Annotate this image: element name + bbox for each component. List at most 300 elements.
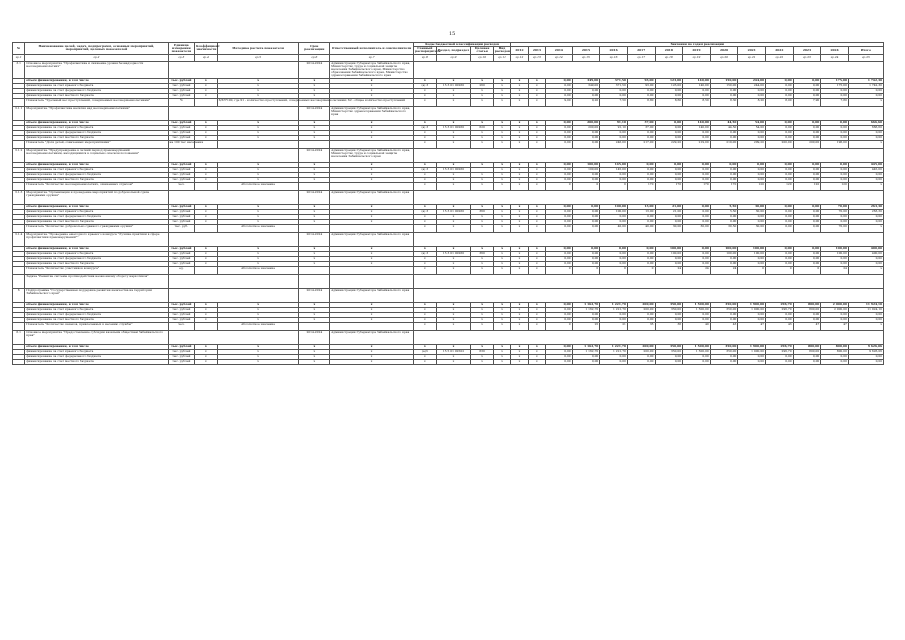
code-cell: x xyxy=(299,307,330,312)
code-cell: x xyxy=(511,344,528,349)
value-cell: 0,00 xyxy=(572,140,600,148)
row-number-cell: 3.1.3 xyxy=(13,190,25,204)
row-title-cell: Мероприятие "Проведение ежегодного краевого конкурса "Лучшие практики в сфере профилактики правонарушений"" xyxy=(25,232,168,246)
code-cell: x xyxy=(528,182,545,190)
value-cell: 24 xyxy=(655,266,683,274)
value-cell: 13,00 xyxy=(627,209,655,214)
value-cell: 200,00 xyxy=(793,140,821,148)
code-cell: x xyxy=(195,219,218,224)
unit-cell: тыс. рублей xyxy=(168,246,195,251)
code-cell: x xyxy=(330,177,414,182)
row-title-cell: Задача "Развитие системы противодействия незаконному обороту наркотиков" xyxy=(25,274,168,288)
value-cell: 0,00 xyxy=(600,354,628,359)
value-cell: 0,00 xyxy=(821,256,849,261)
code-cell: x xyxy=(511,246,528,251)
value-cell: 0,00 xyxy=(600,256,628,261)
value-cell: 0,00 xyxy=(683,88,711,93)
row-title-cell: объем финансирования, в том числе xyxy=(25,344,168,349)
value-cell: 0,00 xyxy=(793,204,821,209)
code-cell: x xyxy=(436,317,471,322)
code-cell: x xyxy=(511,78,528,83)
code-cell: x xyxy=(414,88,437,93)
value-cell: 0,00 xyxy=(766,214,794,219)
value-cell: 100,00 xyxy=(738,246,766,251)
value-cell: 0 xyxy=(572,266,600,274)
value-cell: 296,70 xyxy=(766,349,794,354)
code-cell: x xyxy=(299,317,330,322)
row-number-cell: 3.1 xyxy=(13,61,25,78)
row-number-cell xyxy=(13,322,25,330)
column-number-cell: гр.22 xyxy=(766,54,794,61)
code-cell: (а) 3 xyxy=(414,167,437,172)
header-year-cell: 2020 xyxy=(710,47,738,54)
unit-cell: тыс. руб. xyxy=(168,224,195,232)
code-cell: x xyxy=(299,167,330,172)
code-cell: x xyxy=(528,219,545,224)
value-cell: 0,00 xyxy=(821,177,849,182)
value-cell: 0 xyxy=(546,322,573,330)
table-row xyxy=(13,266,884,274)
value-cell: 123,00 xyxy=(655,83,683,88)
code-cell: x xyxy=(330,130,414,135)
code-cell: x xyxy=(436,219,471,224)
header-year-cell: 2018 xyxy=(655,47,683,54)
value-cell: 0,00 xyxy=(738,162,766,167)
code-cell: x xyxy=(299,93,330,98)
code-cell: x xyxy=(195,78,218,83)
code-cell: x xyxy=(195,256,218,261)
code-cell xyxy=(195,98,218,106)
code-cell: x xyxy=(414,182,437,190)
value-cell: 0,00 xyxy=(793,88,821,93)
code-cell: Абсолютное значение xyxy=(217,322,299,330)
value-cell: 0,00 xyxy=(546,349,573,354)
value-cell: 145,00 xyxy=(600,167,628,172)
code-cell: x xyxy=(471,214,494,219)
header-cell: Наименование целей, задач, подпрограмм, основных мероприятий, мероприятий, целевых показателей xyxy=(25,43,168,55)
period-cell: 2014-2024 xyxy=(299,232,330,246)
code-cell: x xyxy=(493,83,510,88)
code-cell: x xyxy=(511,209,528,214)
value-cell: 0,00 xyxy=(655,354,683,359)
value-cell: 170 xyxy=(627,182,655,190)
row-title-cell: финансирование за счет краевого бюджета xyxy=(25,83,168,88)
code-cell: x xyxy=(299,219,330,224)
value-cell: 800,00 xyxy=(793,307,821,312)
code-cell: x xyxy=(414,312,437,317)
value-cell: 0,00 xyxy=(683,359,711,364)
header-cell: Единица измерения показателя xyxy=(168,43,195,55)
value-cell: 0,00 xyxy=(600,214,628,219)
unit-cell: ед. xyxy=(168,266,195,274)
blank-cell xyxy=(414,61,884,78)
value-cell: 1 162,70 xyxy=(572,349,600,354)
code-cell xyxy=(299,322,330,330)
code-cell: x xyxy=(528,224,545,232)
value-cell: 0,00 xyxy=(710,317,738,322)
value-cell: 0,00 xyxy=(793,354,821,359)
value-cell: 0,00 xyxy=(848,219,883,224)
code-cell: x xyxy=(299,204,330,209)
code-cell: 620 xyxy=(471,125,494,130)
code-cell: x xyxy=(330,219,414,224)
code-cell: x xyxy=(511,130,528,135)
period-cell xyxy=(299,274,330,288)
header-year-cell: 2017 xyxy=(627,47,655,54)
value-cell: 0,00 xyxy=(793,224,821,232)
code-cell: x xyxy=(217,256,299,261)
value-cell: 0,00 xyxy=(655,219,683,224)
value-cell: 0,00 xyxy=(683,219,711,224)
unit-cell: на 100 тыс населения xyxy=(168,140,195,148)
value-cell: 0,00 xyxy=(766,93,794,98)
value-cell: 0,00 xyxy=(546,93,573,98)
row-title-cell: финансирование за счет федерального бюджета xyxy=(25,214,168,219)
value-cell: 0,00 xyxy=(710,354,738,359)
code-cell: x xyxy=(414,359,437,364)
value-cell: 140,00 xyxy=(683,120,711,125)
code-cell: x xyxy=(195,167,218,172)
blank-cell xyxy=(168,61,299,78)
value-cell: 0,00 xyxy=(710,219,738,224)
value-cell: 0,00 xyxy=(655,162,683,167)
value-cell: 1 500,00 xyxy=(683,302,711,307)
value-cell: 0,00 xyxy=(710,93,738,98)
value-cell: 1 500,00 xyxy=(683,349,711,354)
code-cell xyxy=(195,224,218,232)
header-year-cell: 2015 xyxy=(572,47,600,54)
code-cell: x xyxy=(217,130,299,135)
value-cell: 100,00 xyxy=(738,251,766,256)
value-cell: 91,10 xyxy=(600,125,628,130)
code-cell: x xyxy=(511,224,528,232)
value-cell: 0,00 xyxy=(655,120,683,125)
row-number-cell: 3.1.4 xyxy=(13,232,25,246)
value-cell: 0,00 xyxy=(821,125,849,130)
row-title-cell: объем финансирования, в том числе xyxy=(25,162,168,167)
code-cell: 15 3 01 00260 xyxy=(436,167,471,172)
value-cell: 0,00 xyxy=(766,224,794,232)
value-cell: 0,00 xyxy=(766,120,794,125)
code-cell: x xyxy=(299,209,330,214)
value-cell: 0,00 xyxy=(766,219,794,224)
code-cell: x xyxy=(330,125,414,130)
unit-cell: тыс. рублей xyxy=(168,344,195,349)
code-cell: x xyxy=(493,98,510,106)
code-cell: x xyxy=(528,344,545,349)
code-cell: x xyxy=(493,204,510,209)
value-cell: x xyxy=(848,224,883,232)
code-cell: x xyxy=(511,120,528,125)
value-cell: 0,00 xyxy=(738,135,766,140)
value-cell: 0,00 xyxy=(821,172,849,177)
code-cell: x xyxy=(511,182,528,190)
row-title-cell: финансирование за счет федерального бюджета xyxy=(25,172,168,177)
value-cell: 0,00 xyxy=(627,93,655,98)
row-title-cell: Мероприятие "Предупреждение в летний период правонарушений несовершеннолетними, находящимися в социально опасном положении" xyxy=(25,148,168,162)
code-cell: x xyxy=(414,317,437,322)
unit-cell: тыс. рублей xyxy=(168,177,195,182)
code-cell: 15 3 01 00260 xyxy=(436,83,471,88)
value-cell: 800,00 xyxy=(793,344,821,349)
code-cell: x xyxy=(436,182,471,190)
column-number-cell: гр.9 xyxy=(436,54,471,61)
value-cell: 0,00 xyxy=(821,261,849,266)
code-cell: x xyxy=(195,130,218,135)
code-cell: x xyxy=(414,162,437,167)
code-cell: x xyxy=(330,204,414,209)
value-cell: 0,00 xyxy=(546,261,573,266)
code-cell: x xyxy=(493,214,510,219)
code-cell: x xyxy=(493,140,510,148)
value-cell: 0,00 xyxy=(600,135,628,140)
value-cell: 0,00 xyxy=(766,256,794,261)
code-cell: x xyxy=(493,130,510,135)
value-cell: 0,00 xyxy=(766,261,794,266)
value-cell: 371,50 xyxy=(600,83,628,88)
code-cell: x xyxy=(528,93,545,98)
period-cell: 2014-2024 xyxy=(299,148,330,162)
code-cell: x xyxy=(493,266,510,274)
value-cell: 2 000,00 xyxy=(821,307,849,312)
period-cell: 2014-2024 xyxy=(299,330,330,344)
value-cell: 0,00 xyxy=(546,120,573,125)
value-cell: 0,00 xyxy=(848,177,883,182)
code-cell: x xyxy=(528,167,545,172)
code-cell: x xyxy=(436,204,471,209)
unit-cell: тыс. рублей xyxy=(168,88,195,93)
value-cell: 0,00 xyxy=(655,312,683,317)
code-cell: x xyxy=(217,312,299,317)
value-cell: 0,00 xyxy=(600,88,628,93)
code-cell: x xyxy=(493,167,510,172)
value-cell: 0,00 xyxy=(710,167,738,172)
code-cell: x xyxy=(471,135,494,140)
value-cell: 0,00 xyxy=(766,177,794,182)
value-cell: 0,00 xyxy=(766,312,794,317)
value-cell: 175,00 xyxy=(821,83,849,88)
value-cell: 0,00 xyxy=(683,261,711,266)
column-number-cell: гр.1 xyxy=(13,54,25,61)
code-cell xyxy=(299,266,330,274)
value-cell: 0,00 xyxy=(793,172,821,177)
unit-cell: чел. xyxy=(168,322,195,330)
code-cell: 630 xyxy=(471,349,494,354)
code-cell: x xyxy=(528,266,545,274)
code-cell: x xyxy=(299,302,330,307)
value-cell: 0,00 xyxy=(766,251,794,256)
code-cell: x xyxy=(528,172,545,177)
column-number-cell: гр.17 xyxy=(627,54,655,61)
code-cell: x xyxy=(471,302,494,307)
value-cell: 0,00 xyxy=(655,172,683,177)
value-cell: 0,00 xyxy=(546,317,573,322)
row-title-cell: объем финансирования, в том числе xyxy=(25,78,168,83)
row-title-cell: Показатель "Количество несовершеннолетних, охваченных отдыхом" xyxy=(25,182,168,190)
value-cell: 1 900,00 xyxy=(738,344,766,349)
value-cell: 0,00 xyxy=(793,256,821,261)
value-cell: 0,00 xyxy=(572,172,600,177)
row-title-cell: Показатель "Количество добровольно сданного гражданами оружия" xyxy=(25,224,168,232)
value-cell: 0,00 xyxy=(738,88,766,93)
code-cell xyxy=(299,224,330,232)
code-cell: x xyxy=(195,125,218,130)
code-cell: x xyxy=(528,349,545,354)
value-cell: 0,00 xyxy=(627,130,655,135)
header-code-cell: Главный распорядитель xyxy=(415,46,441,54)
value-cell: 100,00 xyxy=(821,246,849,251)
code-cell: x xyxy=(217,177,299,182)
code-cell: x xyxy=(471,256,494,261)
code-cell: (а) 3 xyxy=(414,209,437,214)
value-cell: 0,00 xyxy=(572,88,600,93)
value-cell: 0,00 xyxy=(766,204,794,209)
code-cell: x xyxy=(528,307,545,312)
value-cell: 0,00 xyxy=(600,261,628,266)
value-cell: 0,00 xyxy=(683,312,711,317)
value-cell: 400,00 xyxy=(848,246,883,251)
code-cell: x xyxy=(195,162,218,167)
value-cell: 0,00 xyxy=(600,317,628,322)
row-title-cell: Подпрограмма "Государственная поддержка развития казачества на территории Забайкальского края" xyxy=(25,288,168,302)
value-cell: 0,00 xyxy=(546,312,573,317)
code-cell xyxy=(330,182,414,190)
code-cell: x xyxy=(493,256,510,261)
code-cell: x xyxy=(195,261,218,266)
code-cell: x xyxy=(471,322,494,330)
row-title-cell: Мероприятие "Профилактика насилия над несовершеннолетними" xyxy=(25,106,168,120)
value-cell: 30,00 xyxy=(738,224,766,232)
value-cell: 120 xyxy=(766,182,794,190)
value-cell: 40,00 xyxy=(600,224,628,232)
header-year-cell: 2024 xyxy=(821,47,849,54)
value-cell: 0,00 xyxy=(627,359,655,364)
code-cell: x xyxy=(471,204,494,209)
unit-cell: тыс. рублей xyxy=(168,93,195,98)
header-cell: Ответственный исполнитель и соисполнители xyxy=(330,43,414,55)
value-cell: 1 221,70 xyxy=(600,349,628,354)
header-cell: Коэффициент значимости xyxy=(195,43,218,55)
code-cell: x xyxy=(511,251,528,256)
code-cell: x xyxy=(436,135,471,140)
value-cell: 0,00 xyxy=(738,219,766,224)
code-cell: x xyxy=(528,130,545,135)
value-cell: 0,00 xyxy=(600,219,628,224)
value-cell: 21 xyxy=(600,322,628,330)
code-cell: x xyxy=(436,120,471,125)
row-number-cell xyxy=(13,140,25,148)
code-cell: x xyxy=(493,354,510,359)
code-cell: x xyxy=(471,182,494,190)
value-cell: 0,00 xyxy=(683,162,711,167)
code-cell: x xyxy=(528,256,545,261)
row-title-cell: объем финансирования, в том числе xyxy=(25,204,168,209)
code-cell: x xyxy=(493,177,510,182)
value-cell: 0,00 xyxy=(793,312,821,317)
value-cell: 0,00 xyxy=(766,317,794,322)
code-cell: x xyxy=(217,246,299,251)
period-cell: 2014-2024 xyxy=(299,106,330,120)
value-cell: 0,00 xyxy=(655,256,683,261)
header-code-cell: Целевая статья xyxy=(471,47,494,54)
code-cell: x xyxy=(493,349,510,354)
table-row xyxy=(13,288,884,302)
value-cell: 0,00 xyxy=(848,359,883,364)
value-cell: 0 xyxy=(793,266,821,274)
table-row xyxy=(13,61,884,78)
program-financing-table xyxy=(12,42,884,365)
code-cell: x xyxy=(511,322,528,330)
value-cell: x xyxy=(848,98,883,106)
blank-cell xyxy=(168,288,299,302)
column-number-cell: гр.12 xyxy=(511,54,528,61)
code-cell: x xyxy=(330,261,414,266)
value-cell: 100,00 xyxy=(600,204,628,209)
code-cell: x xyxy=(195,135,218,140)
value-cell: 200,00 xyxy=(766,140,794,148)
code-cell: x xyxy=(299,162,330,167)
value-cell: 0,00 xyxy=(848,130,883,135)
value-cell: 100,00 xyxy=(600,209,628,214)
value-cell: 0 xyxy=(600,182,628,190)
unit-cell: тыс. рублей xyxy=(168,349,195,354)
blank-cell xyxy=(168,232,299,246)
value-cell: 219,00 xyxy=(683,140,711,148)
code-cell: x xyxy=(511,261,528,266)
code-cell: x xyxy=(299,130,330,135)
code-cell: x xyxy=(471,88,494,93)
code-cell: x xyxy=(414,261,437,266)
value-cell: 0 xyxy=(546,266,573,274)
value-cell: 100,00 xyxy=(710,251,738,256)
value-cell: 0,00 xyxy=(546,162,573,167)
value-cell: 44,50 xyxy=(710,120,738,125)
value-cell: 0,00 xyxy=(683,256,711,261)
row-number-cell xyxy=(13,182,25,190)
value-cell: 0,00 xyxy=(572,219,600,224)
column-number-cell: гр.24 xyxy=(821,54,849,61)
unit-cell: тыс. рублей xyxy=(168,125,195,130)
value-cell: 0,00 xyxy=(572,251,600,256)
header-code-cell: Раздел, подраздел xyxy=(436,47,471,54)
value-cell: 0,00 xyxy=(655,214,683,219)
value-cell: 666,60 xyxy=(848,120,883,125)
value-cell: 0,00 xyxy=(655,317,683,322)
value-cell: 200,00 xyxy=(627,307,655,312)
value-cell: 0,00 xyxy=(546,251,573,256)
value-cell: 47 xyxy=(821,322,849,330)
blank-cell xyxy=(414,232,884,246)
table-row xyxy=(13,182,884,190)
unit-cell: чел. xyxy=(168,182,195,190)
value-cell: 0,00 xyxy=(710,172,738,177)
code-cell: x xyxy=(436,307,471,312)
value-cell: 1 221,70 xyxy=(600,344,628,349)
code-cell: x xyxy=(528,354,545,359)
code-cell: x xyxy=(511,140,528,148)
value-cell: 349,00 xyxy=(572,83,600,88)
code-cell: x xyxy=(195,312,218,317)
code-cell: Х/ХЗ*100, где Х1 - количество преступлений, совершенных несовершеннолетними; Х2 - общее количество преступлений xyxy=(217,98,299,106)
value-cell: 0,00 xyxy=(655,261,683,266)
row-title-cell: финансирование за счет краевого бюджета xyxy=(25,125,168,130)
code-cell: x xyxy=(528,78,545,83)
value-cell: 0,00 xyxy=(793,162,821,167)
value-cell: 0,00 xyxy=(627,88,655,93)
code-cell: x xyxy=(511,93,528,98)
value-cell: 40 xyxy=(683,322,711,330)
row-title-cell: объем финансирования, в том числе xyxy=(25,246,168,251)
